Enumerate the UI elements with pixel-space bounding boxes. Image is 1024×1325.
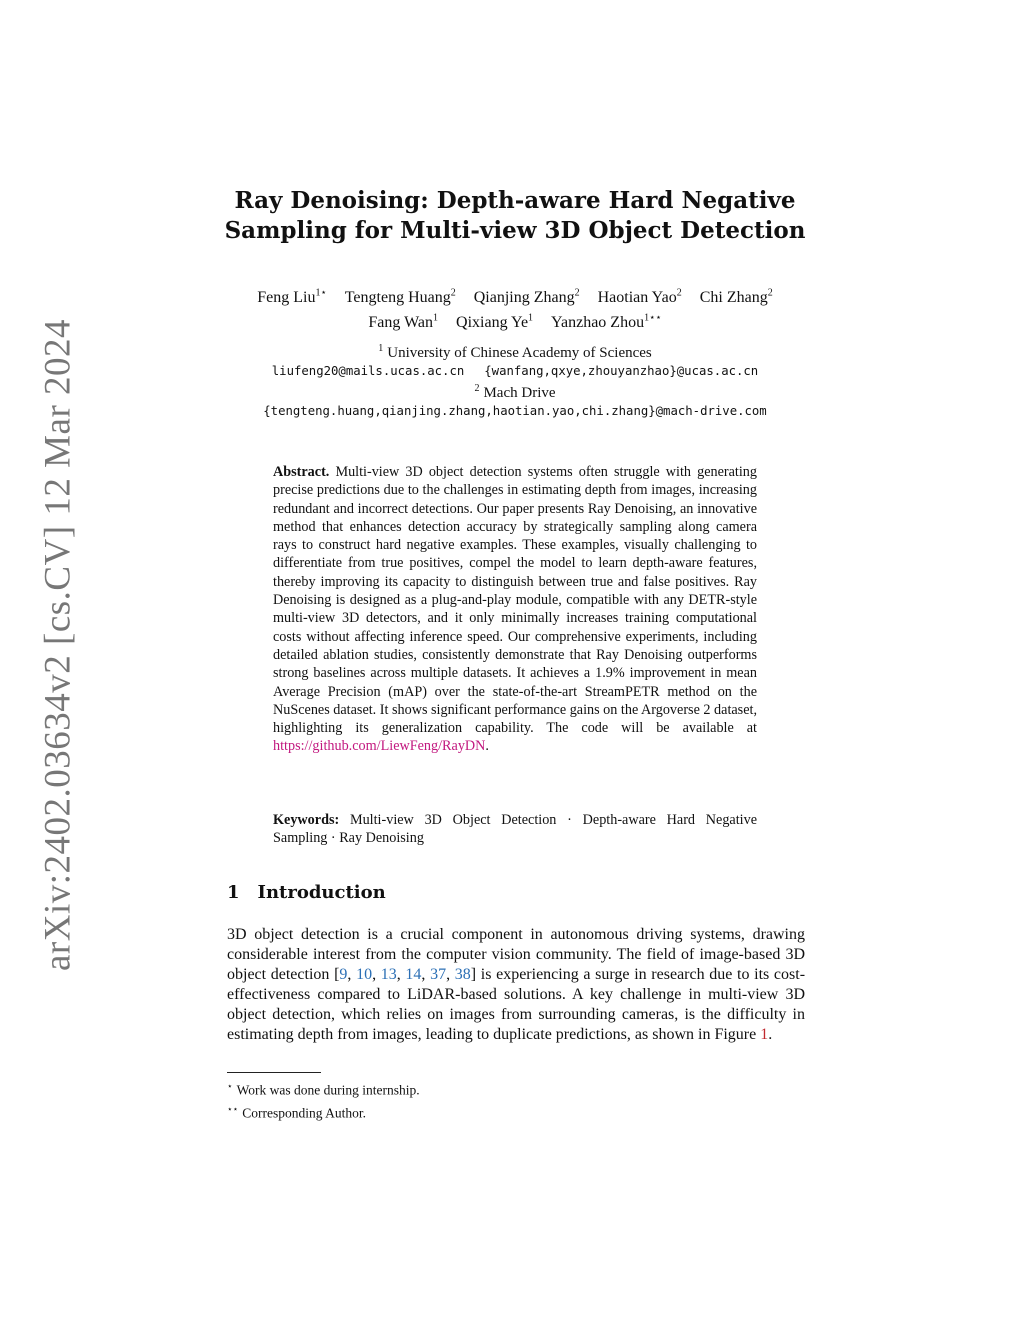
footnote: ⋆ Work was done during internship.	[227, 1081, 420, 1098]
affiliation-2-email: {tengteng.huang,qianjing.zhang,haotian.yao,chi.zhang}@mach-drive.com	[263, 404, 767, 418]
author-row-2	[200, 308, 830, 332]
author: Qixiang Ye$^1$	[456, 312, 534, 331]
citation-link[interactable]: 14	[405, 966, 422, 983]
footnotes	[227, 1077, 420, 1122]
arxiv-identifier: arXiv:2402.03634v2 [cs.CV] 12 Mar 2024	[37, 318, 79, 972]
figure-reference-link[interactable]: 1	[760, 1026, 769, 1043]
author-list	[200, 284, 830, 333]
footnote: ⋆⋆ Corresponding Author.	[227, 1103, 367, 1120]
affiliations	[200, 340, 830, 420]
author: Haotian Yao$^2$	[597, 288, 682, 307]
author: Tengteng Huang$^2$	[344, 288, 456, 307]
keywords-label: Keywords:	[273, 812, 340, 828]
section-heading	[227, 882, 386, 903]
citation-link[interactable]: 37	[430, 966, 447, 983]
citation-link[interactable]: 10	[356, 966, 373, 983]
title-line-2: Sampling for Multi-view 3D Object Detection	[224, 217, 806, 244]
keywords-text: Multi-view 3D Object Detection · Depth-aware Hard Negative Sampling · Ray Denoising	[273, 812, 757, 847]
email: {wanfang,qxye,zhouyanzhao}@ucas.ac.cn	[484, 364, 759, 378]
affiliation-1: $^1$ University of Chinese Academy of Sciences	[378, 343, 652, 361]
author-row-1	[200, 284, 830, 308]
keywords	[273, 811, 757, 848]
citation-link[interactable]: 13	[380, 966, 397, 983]
affiliation-2: $^2$ Mach Drive	[474, 383, 556, 401]
title-line-1: Ray Denoising: Depth-aware Hard Negative	[234, 187, 796, 214]
abstract-text: Multi-view 3D object detection systems often struggle with generating precise predictions due to the challenges in estimating depth from images, increasing redundant and incorrect detections. Our paper presents Ray Denoising, an innovative method that enhances detection accuracy by strategically sampling along camera rays to construct hard negative examples. These examples, visually challenging to differentiate from true positives, compel the model to learn depth-aware features, thereby improving its capacity to distinguish between true and false positives. Ray Denoising is designed as a plug-and-play module, compatible with any DETR-style multi-view 3D detectors, and it only minimally increases training computational costs without affecting inference speed. Our comprehensive experiments, including detailed ablation studies, consistently demonstrate that Ray Denoising outperforms strong baselines across multiple datasets. It achieves a 1.9% improvement in mean Average Precision (mAP) over the state-of-the-art StreamPETR method on the NuScenes dataset. It shows significant performance gains on the Argoverse 2 dataset, highlighting its generalization capability. The code will be available at	[273, 464, 757, 737]
section-title: Introduction	[257, 882, 386, 903]
author: Fang Wan$^1$	[368, 312, 439, 331]
author: Qianjing Zhang$^2$	[473, 288, 580, 307]
code-link[interactable]: https://github.com/LiewFeng/RayDN	[273, 738, 486, 755]
abstract-label: Abstract.	[273, 464, 330, 480]
abstract: Abstract. Multi-view 3D object detection systems often struggle with generating precise predictions due to the challenges in estimating depth from images, increasing redundant and incorrect detections. Our paper presents Ray Denoising, an innovative method that enhances detection accuracy by strategically sampling along camera rays to construct hard negative examples. These examples, visually challenging to differentiate from true positives, compel the model to learn depth-aware features, thereby improving its capacity to distinguish between true and false positives. Ray Denoising is designed as a plug-and-play module, compatible with any DETR-style multi-view 3D detectors, and it only minimally increases training computational costs without affecting inference speed. Our comprehensive experiments, including detailed ablation studies, consistently demonstrate that Ray Denoising outperforms strong baselines across multiple datasets. It achieves a 1.9% improvement in mean Average Precision (mAP) over the state-of-the-art StreamPETR method on the NuScenes dataset. It shows significant performance gains on the Argoverse 2 dataset, highlighting its generalization capability. The code will be available at https://github.com/LiewFeng/RayDN.	[273, 464, 757, 755]
author: Feng Liu$^{1⋆}$	[257, 288, 327, 307]
paper-title	[200, 186, 830, 246]
intro-paragraph: 3D object detection is a crucial component in autonomous driving systems, drawing considerable interest from the computer vision community. The field of image-based 3D object detection [9, 10, 13, 14, 37, 38] is experiencing a surge in research due to its cost-effectiveness compared to LiDAR-based solutions. A key challenge in multi-view 3D object detection, which relies on images from surrounding cameras, is the difficulty in estimating depth from images, leading to duplicate predictions, as shown in Figure 1.	[227, 926, 806, 1043]
author: Yanzhao Zhou$^{1⋆⋆}$	[551, 312, 662, 331]
citation-link[interactable]: 9	[339, 966, 348, 983]
author: Chi Zhang$^2$	[699, 288, 773, 307]
section-number: 1	[227, 882, 240, 903]
citation-link[interactable]: 38	[454, 966, 471, 983]
footnote-rule	[227, 1072, 321, 1073]
affiliation-1-emails	[200, 362, 830, 380]
email: liufeng20@mails.ucas.ac.cn	[271, 364, 465, 378]
